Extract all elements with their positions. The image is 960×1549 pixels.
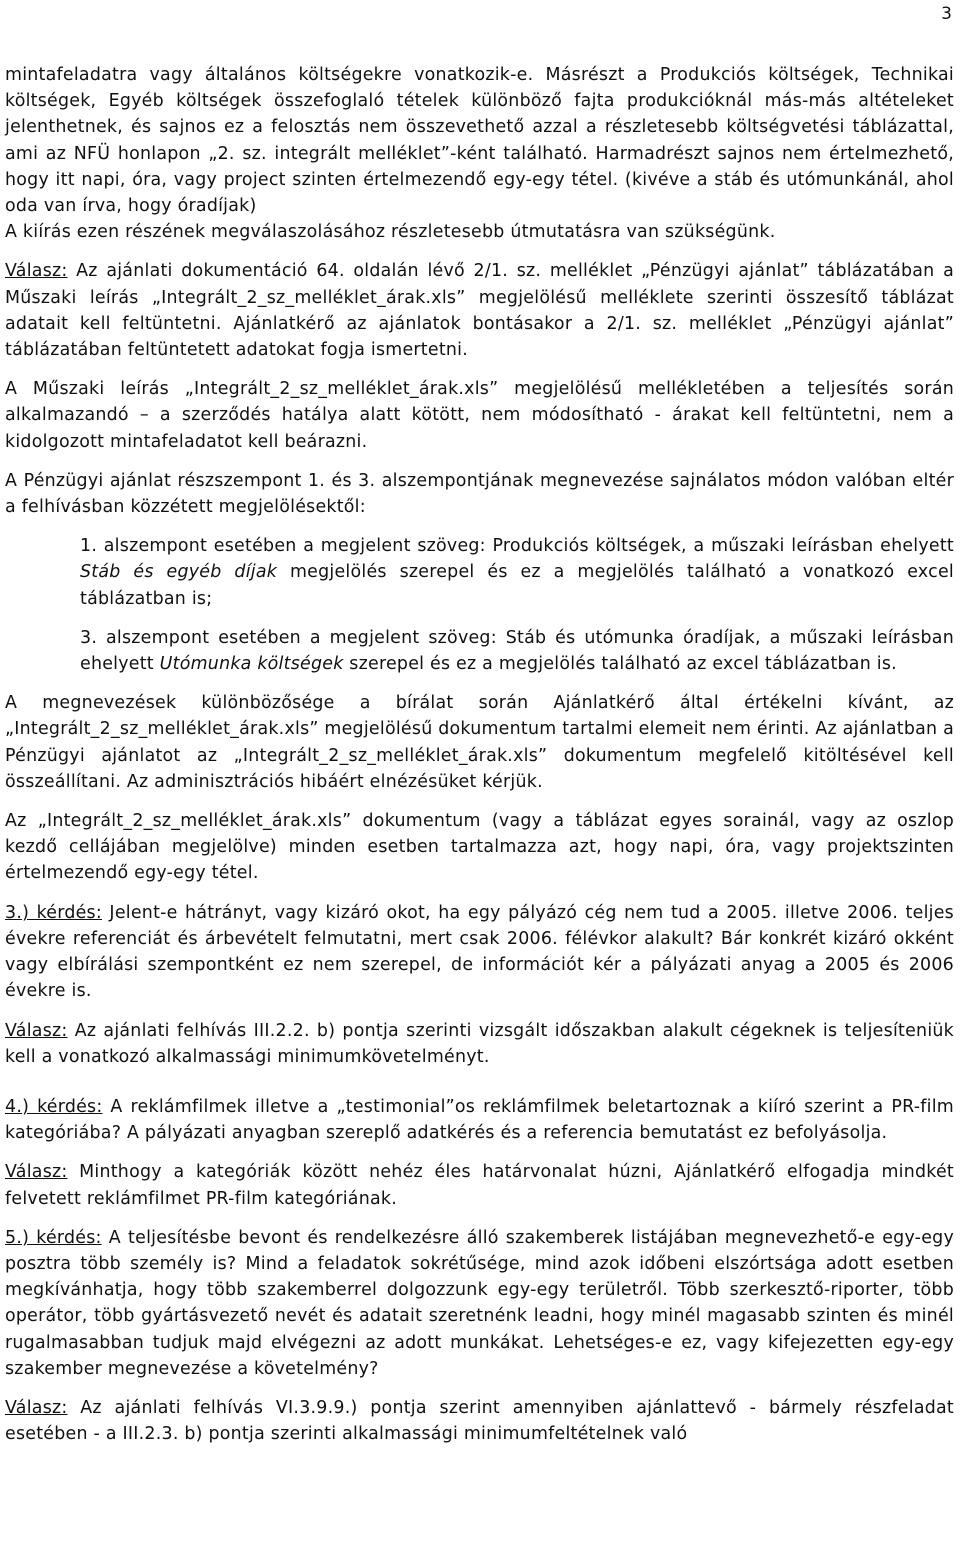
answer-4 [5, 1159, 954, 1211]
question-4 [5, 1094, 954, 1146]
question-label: 5.) kérdés: [5, 1227, 102, 1248]
document-body [5, 62, 954, 1460]
page-number: 3 [941, 4, 952, 24]
question-label: 4.) kérdés: [5, 1096, 103, 1117]
answer-label: Válasz: [5, 1162, 68, 1183]
paragraph-intro: mintafeladatra vagy általános költségekre vonatkozik-e. Másrészt a Produkciós költségek, Technikai költségek, Egyéb költségek összefoglaló tételek különböző fajta produkcióknál más-más altételeket jelenthetnek, és sajnos ez a felosztás nem összevethető azzal a részletesebb költségvetési táblázattal, ami az NFÜ honlapon „2. sz. integrált melléklet”-ként található. Harmadrészt sajnos nem értelmezhető, hogy itt napi, óra, vagy project szinten értelmezendő egy-egy tétel. (kivéve a stáb és utómunkánál, ahol oda van írva, hogy óradíjak) [5, 65, 954, 217]
answer-text: Az ajánlati dokumentáció 64. oldalán lévő 2/1. sz. melléklet „Pénzügyi ajánlat” táblázatában a Műszaki leírás „Integrált_2_sz_melléklet_árak.xls” megjelölésű melléklete szerinti összesítő táblázat adatait kell feltüntetni. Ajánlatkérő az ajánlatok bontásakor a 2/1. sz. melléklet „Pénzügyi ajánlat” táblázatában feltüntetett adatokat fogja ismertetni. [5, 261, 954, 361]
list-item-subcriterion-1: 1. alszempont esetében a megjelent szöveg: Produkciós költségek, a műszaki leírásban ehelyett Stáb és egyéb díjak megjelölés szerepel és ez a megjelölés található a vonatkozó excel táblázatban is; [80, 536, 954, 609]
question-label: 3.) kérdés: [5, 902, 102, 923]
question-text: A reklámfilmek illetve a „testimonial”os reklámfilmek beletartoznak a kiíró szerint a PR-film kategóriába? A pályázati anyagban szereplő adatkérés és a referencia bemutatást ez befolyásolja. [5, 1096, 954, 1144]
question-5 [5, 1225, 954, 1382]
answer-text: Minthogy a kategóriák között nehéz éles határvonalat húzni, Ajánlatkérő elfogadja mindkét felvetett reklámfilmet PR-film kategóriának. [5, 1162, 954, 1209]
paragraph-technical-description: A Műszaki leírás „Integrált_2_sz_melléklet_árak.xls” megjelölésű mellékletében a teljesítés során alkalmazandó – a szerződés hatálya alatt kötött, nem módosítható - árakat kell feltüntetni, nem a kidolgozott mintafeladatot kell beárazni. [5, 379, 954, 452]
answer-label: Válasz: [5, 1397, 68, 1418]
paragraph-document-content: Az „Integrált_2_sz_melléklet_árak.xls” dokumentum (vagy a táblázat egyes sorainál, vagy az oszlop kezdő cellájában megjelölve) minden esetben tartalmazza azt, hogy napi, óra, vagy projektszinten értelmezendő egy-egy tétel. [5, 811, 954, 884]
list-item-subcriterion-3: 3. alszempont esetében a megjelent szöveg: Stáb és utómunka óradíjak, a műszaki leírásban ehelyett Utómunka költségek szerepel és ez a megjelölés található az excel táblázatban is. [80, 627, 954, 675]
paragraph-request: A kiírás ezen részének megválaszolásához részletesebb útmutatásra van szükségünk. [5, 222, 776, 243]
question-text: Jelent-e hátrányt, vagy kizáró okot, ha egy pályázó cég nem tud a 2005. illetve 2006. teljes évekre referenciát és árbevételt felmutatni, mert csak 2006. félévkor alakult? Bár konkrét kizáró okként vagy elbírálási szempontként ez nem szerepel, de információt kér a pályázati anyag a 2005 és 2006 évekre is. [5, 902, 954, 1002]
answer-2 [5, 258, 954, 363]
answer-label: Válasz: [5, 261, 68, 282]
answer-label: Válasz: [5, 1020, 68, 1041]
question-text: A teljesítésbe bevont és rendelkezésre álló szakemberek listájában megnevezhető-e egy-egy posztra több személy is? Mind a feladatok sokrétűsége, mind azok időbeni elszórtsága adott esetben megkívánhatja, hogy több szakemberrel dolgozzunk egy-egy területről. Több szerkesztő-riporter, több operátor, több gyártásvezető nevét és adatait szeretnénk leadni, hogy minél magasabb szinten és minél rugalmasabban tudjuk majd elvégezni az adott munkákat. Lehetséges-e ez, vagy kifejezetten egy-egy szakember megnevezése a követelmény? [5, 1227, 954, 1379]
answer-text: Az ajánlati felhívás VI.3.9.9.) pontja szerint amennyiben ajánlattevő - bármely részfeladat esetében - a III.2.3. b) pontja szerinti alkalmassági minimumfeltételnek való [5, 1397, 954, 1445]
answer-5 [5, 1395, 954, 1447]
paragraph-financial-offer: A Pénzügyi ajánlat részszempont 1. és 3. alszempontjának megnevezése sajnálatos módon valóban eltér a felhívásban közzétett megjelölésektől: [5, 470, 954, 518]
paragraph-naming-difference: A megnevezések különbözősége a bírálat során Ajánlatkérő által értékelni kívánt, az „Integrált_2_sz_melléklet_árak.xls” megjelölésű dokumentum tartalmi elemeit nem érinti. Az ajánlatban a Pénzügyi ajánlatot az „Integrált_2_sz_melléklet_árak.xls” dokumentum megfelelő kitöltésével kell összeállítani. Az adminisztrációs hibáért elnézésüket kérjük. [5, 693, 955, 792]
answer-text: Az ajánlati felhívás III.2.2. b) pontja szerinti vizsgált időszakban alakult cégeknek is teljesíteniük kell a vonatkozó alkalmassági minimumkövetelményt. [5, 1020, 954, 1067]
question-3 [5, 900, 954, 1005]
answer-3 [5, 1018, 954, 1070]
